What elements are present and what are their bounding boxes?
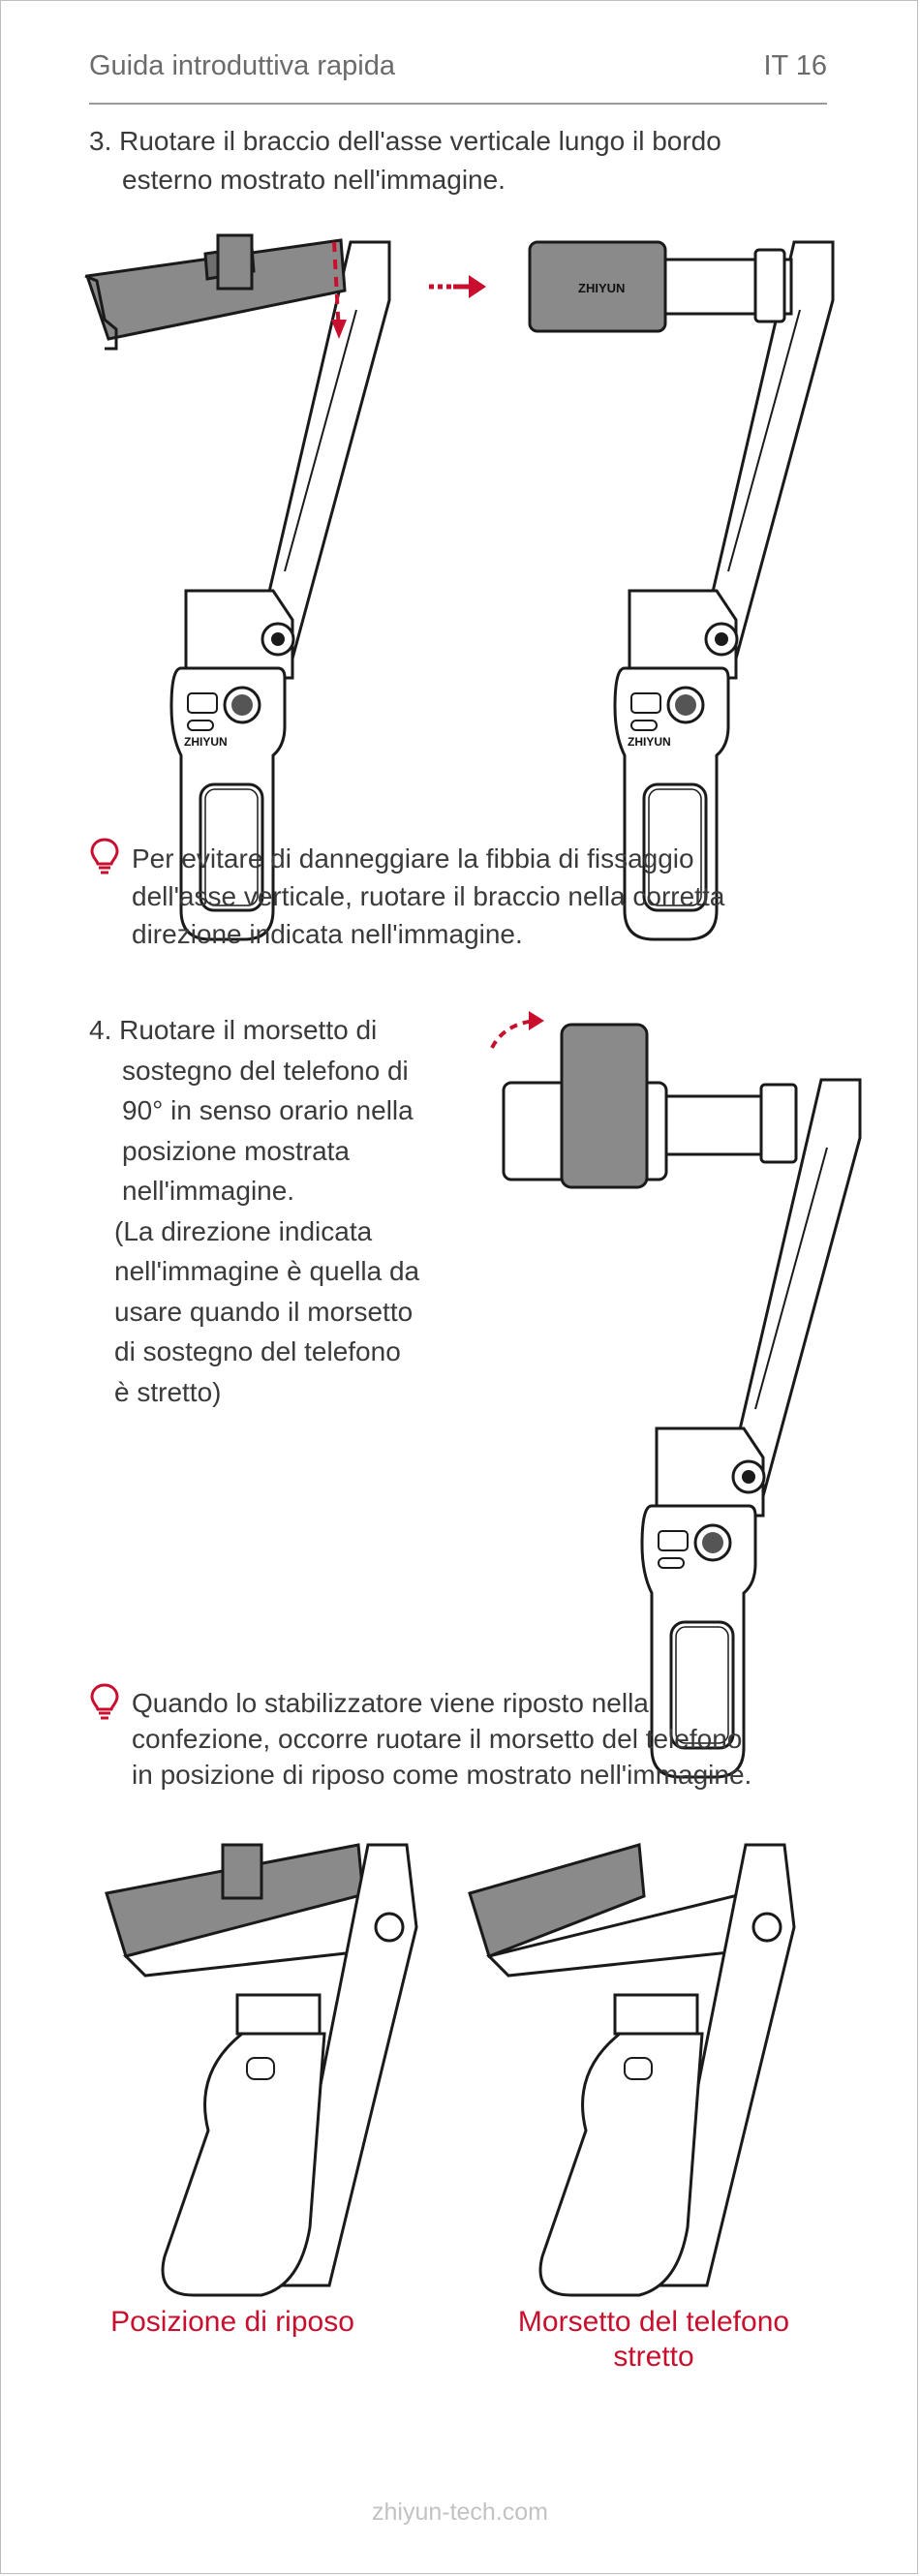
handle-brand-label: ZHIYUN <box>184 735 228 749</box>
tip2-line: in posizione di riposo come mostrato nell'immagine. <box>132 1760 752 1790</box>
caption-tight-clamp <box>484 2305 823 2375</box>
caption-rest-position <box>68 2305 397 2340</box>
tip1-line: direzione indicata nell'immagine. <box>132 919 523 949</box>
step4-figure <box>492 1011 860 1777</box>
step4-line: posizione mostrata <box>122 1135 351 1166</box>
caption-tight-line: stretto <box>613 2341 694 2373</box>
step4-line: (La direzione indicata <box>114 1215 373 1246</box>
tip1-line: Per evitare di danneggiare la fibbia di fissaggio <box>132 843 694 874</box>
step4-line: nell'immagine è quella da <box>114 1256 420 1286</box>
footer-url: zhiyun-tech.com <box>371 2499 549 2526</box>
tight-clamp-figure <box>470 1845 794 2295</box>
rest-position-figure <box>107 1845 416 2295</box>
step4-line: nell'immagine. <box>122 1176 295 1206</box>
step4-line: 90° in senso orario nella <box>122 1095 414 1125</box>
clamp-brand-label: ZHIYUN <box>578 281 626 295</box>
tip2-line: confezione, occorre ruotare il morsetto del telefono <box>132 1724 743 1754</box>
caption-rest-line: Posizione di riposo <box>110 2306 354 2338</box>
lightbulb-icon <box>89 1682 120 1721</box>
step3-line: esterno mostrato nell'immagine. <box>122 165 506 195</box>
caption-tight-line: Morsetto del telefono <box>517 2306 790 2338</box>
header-title: Guida introduttiva rapida <box>89 50 395 81</box>
step3-figure-before <box>85 235 389 939</box>
step4-line: sostegno del telefono di <box>122 1055 409 1086</box>
step4-line: usare quando il morsetto <box>114 1296 414 1327</box>
step4-line: di sostegno del telefono <box>114 1336 401 1366</box>
step4-instruction <box>89 1010 419 1412</box>
tip1-text <box>132 840 724 953</box>
step3-line: 3. Ruotare il braccio dell'asse verticale lungo il bordo <box>89 126 721 156</box>
step4-line: è stretto) <box>114 1376 222 1407</box>
tip2-text <box>132 1685 751 1793</box>
direction-arrow <box>429 275 486 298</box>
lightbulb-icon <box>89 837 120 875</box>
step4-line: 4. Ruotare il morsetto di <box>89 1015 378 1045</box>
tip2-line: Quando lo stabilizzatore viene riposto nella <box>132 1688 649 1718</box>
page-number: IT 16 <box>763 50 827 81</box>
handle-brand-label: ZHIYUN <box>628 735 671 749</box>
tip1-line: dell'asse verticale, ruotare il braccio nella corretta <box>132 881 725 911</box>
step3-figure-after <box>530 242 833 939</box>
